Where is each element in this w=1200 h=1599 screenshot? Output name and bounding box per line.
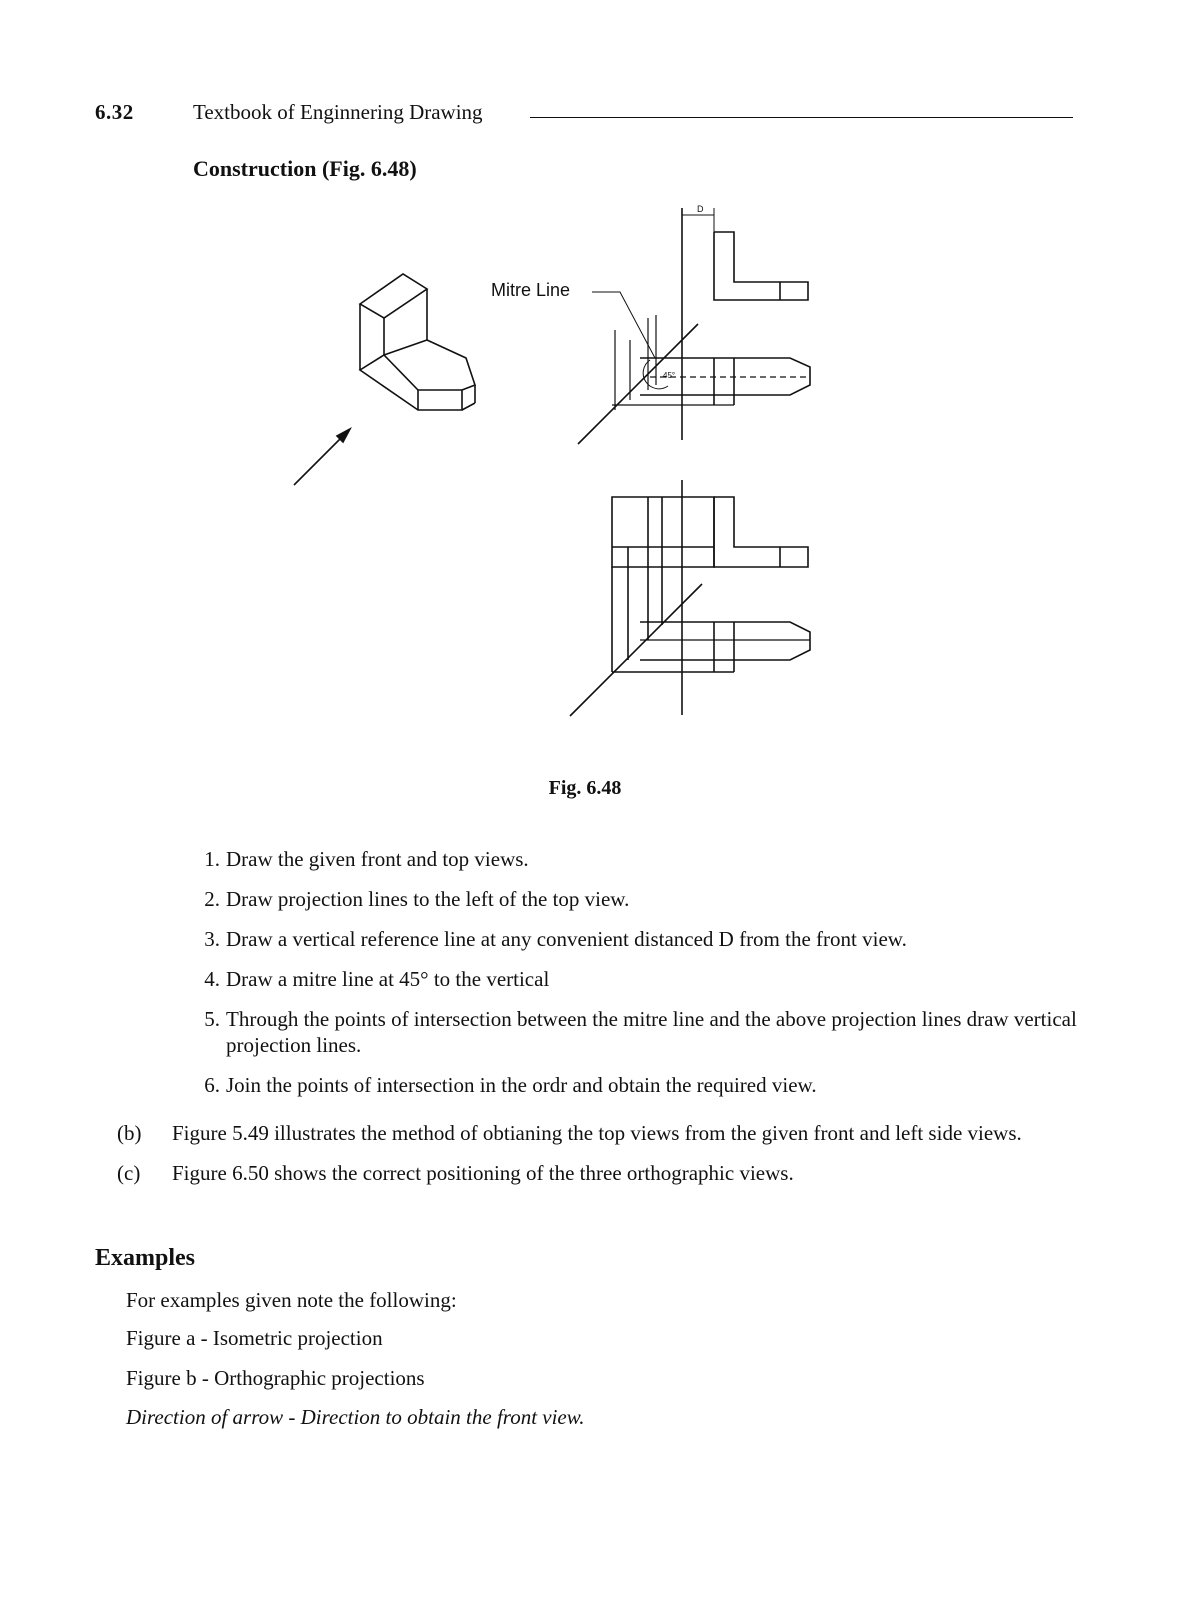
examples-arrow-direction: Direction of arrow - Direction to obtain the front view.	[126, 1405, 585, 1429]
step-text: Draw a mitre line at 45° to the vertical	[226, 967, 550, 991]
construction-stage-1	[578, 208, 810, 444]
step-3	[190, 926, 1090, 952]
sub-item-b	[117, 1120, 1097, 1146]
sub-item-text: Figure 5.49 illustrates the method of obtianing the top views from the given front and left side views.	[172, 1121, 1022, 1145]
step-number: 4.	[204, 967, 220, 991]
angle-label: 45°	[663, 371, 676, 380]
page-number: 6.32	[95, 100, 134, 124]
step-text: Draw projection lines to the left of the top view.	[226, 887, 630, 911]
sub-items	[117, 1120, 1097, 1200]
step-number: 5.	[204, 1007, 220, 1031]
step-number: 3.	[204, 927, 220, 951]
step-2	[190, 886, 1090, 912]
step-number: 1.	[204, 847, 220, 871]
direction-arrow	[294, 429, 350, 485]
sub-item-c	[117, 1160, 1097, 1186]
isometric-block	[360, 274, 475, 410]
step-number: 6.	[204, 1073, 220, 1097]
examples-figure-b: Figure b - Orthographic projections	[126, 1366, 425, 1390]
examples-intro: For examples given note the following:	[126, 1288, 457, 1312]
figure-6-48	[270, 195, 850, 725]
step-text: Through the points of intersection between the mitre line and the above projection lines draw vertical projection lines.	[226, 1007, 1077, 1057]
construction-stage-2	[570, 480, 810, 716]
step-1	[190, 846, 1090, 872]
dimension-label: D	[697, 204, 704, 214]
sub-item-label: (b)	[117, 1121, 142, 1145]
header-rule	[530, 117, 1073, 118]
step-6	[190, 1072, 1090, 1098]
step-number: 2.	[204, 887, 220, 911]
step-text: Join the points of intersection in the ordr and obtain the required view.	[226, 1073, 817, 1097]
section-heading: Construction (Fig. 6.48)	[193, 156, 417, 181]
step-4	[190, 966, 1090, 992]
step-text: Draw the given front and top views.	[226, 847, 529, 871]
sub-item-text: Figure 6.50 shows the correct positioning of the three orthographic views.	[172, 1161, 794, 1185]
step-5	[190, 1006, 1090, 1058]
figure-caption: Fig. 6.48	[548, 777, 622, 799]
running-title: Textbook of Enginnering Drawing	[193, 100, 483, 124]
examples-figure-a: Figure a - Isometric projection	[126, 1326, 383, 1350]
step-text: Draw a vertical reference line at any convenient distanced D from the front view.	[226, 927, 907, 951]
sub-item-label: (c)	[117, 1161, 141, 1185]
construction-steps	[190, 846, 1090, 1112]
mitre-line-label: Mitre Line	[491, 280, 571, 300]
examples-heading: Examples	[95, 1245, 196, 1271]
